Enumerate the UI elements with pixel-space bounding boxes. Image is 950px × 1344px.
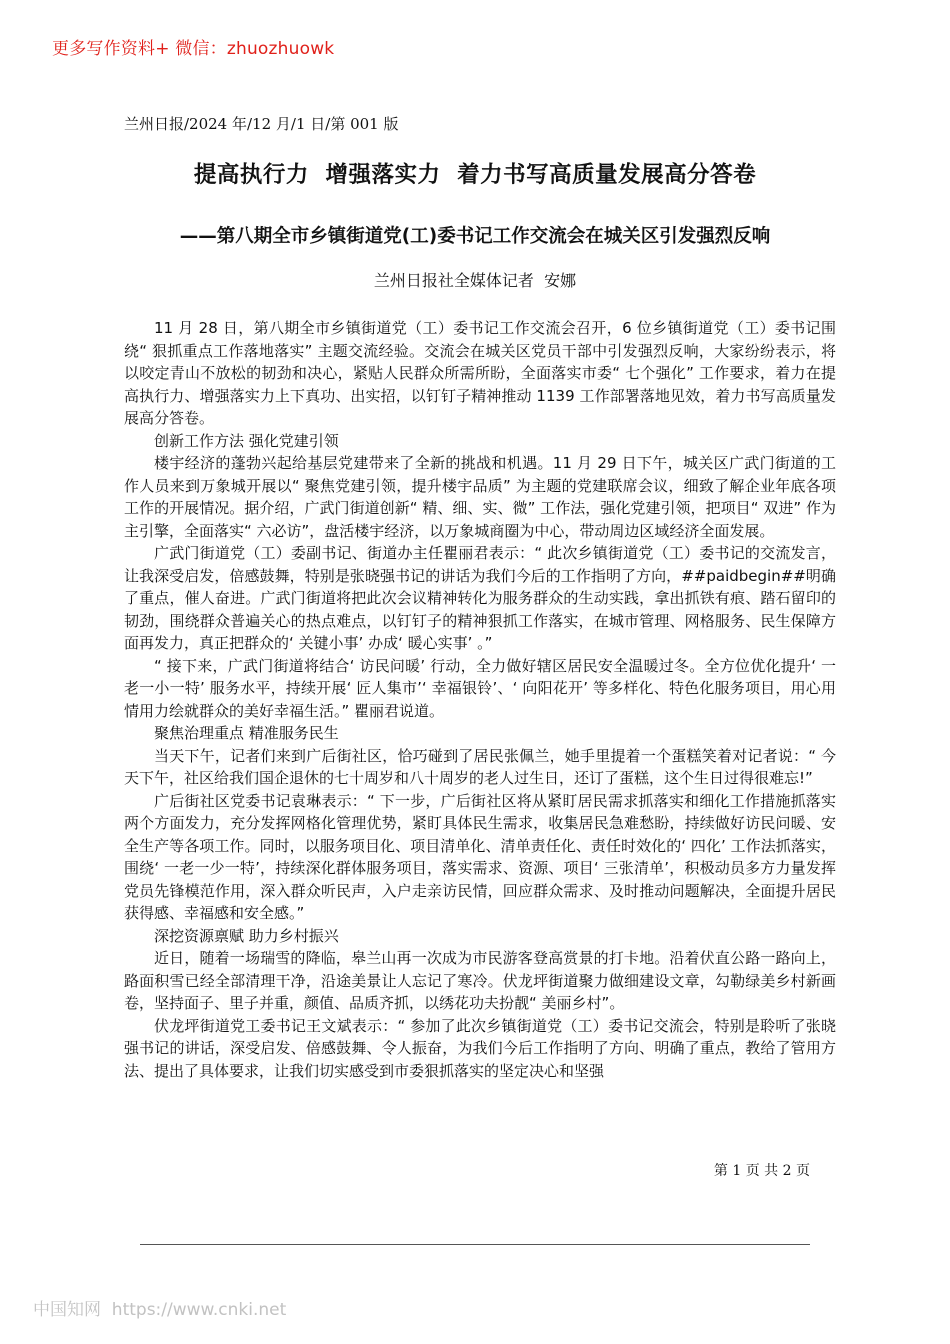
section-heading: 深挖资源禀赋 助力乡村振兴 <box>154 926 339 945</box>
footer-divider <box>140 1244 810 1245</box>
paragraph: “ 接下来，广武门街道将结合‘ 访民问暖’ 行动，全力做好辖区居民安全温暖过冬。全方位优化提升‘ 一老一小一特’ 服务水平，持续开展‘ 匠人集市’‘ 幸福银铃’、‘ 向阳花开’ 等多样化、特色化服务项目，用心用情用力绘就群众的美好幸福生活。” 瞿丽君说道。 <box>124 656 836 720</box>
cnki-watermark: 中国知网 https://www.cnki.net <box>33 1300 287 1320</box>
paragraph: 广武门街道党（工）委副书记、街道办主任瞿丽君表示：“ 此次乡镇街道党（工）委书记的交流发言，让我深受启发，倍感鼓舞，特别是张晓强书记的讲话为我们今后的工作指明了方向，##paidbegin##明确了重点，催人奋进。广武门街道将把此次会议精神转化为服务群众的生动实践，拿出抓铁有痕、踏石留印的韧劲，围绕群众普遍关心的热点难点，以钉钉子的精神狠抓工作落实，在城市管理、网格服务、民生保障方面再发力，真正把群众的‘ 关键小事’ 办成‘ 暖心实事’ 。” <box>124 544 836 652</box>
paragraph: 近日，随着一场瑞雪的降临，皋兰山再一次成为市民游客登高赏景的打卡地。沿着伏直公路一路向上，路面积雪已经全部清理干净，沿途美景让人忘记了寒冷。伏龙坪街道聚力做细建设文章，勾勒绿美乡村新画卷，坚持面子、里子并重，颜值、品质齐抓，以绣花功夫扮靓“ 美丽乡村”。 <box>124 949 836 1012</box>
paragraph: 广后街社区党委书记袁琳表示：“ 下一步，广后街社区将从紧盯居民需求抓落实和细化工作措施抓落实两个方面发力，充分发挥网格化管理优势，紧盯具体民生需求，收集居民急难愁盼，持续做好访民问暖、安全生产等各项工作。同时，以服务项目化、项目清单化、清单责任化、责任时效化的‘ 四化’ 工作法抓落实，围绕‘ 一老一少一特’，持续深化群体服务项目，落实需求、资源、项目‘ 三张清单’，积极动员多方力量发挥党员先锋模范作用，深入群众听民声，入户走亲访民情，回应群众需求、及时推动问题解决，全面提升居民获得感、幸福感和安全感。” <box>124 791 836 922</box>
section-heading: 创新工作方法 强化党建引领 <box>154 431 339 450</box>
paragraph: 当天下午，记者们来到广后街社区，恰巧碰到了居民张佩兰，她手里提着一个蛋糕笑着对记者说：“ 今天下午，社区给我们国企退休的七十周岁和八十周岁的老人过生日，还订了蛋糕，这个生日过得很难忘!” <box>124 746 836 787</box>
article-subtitle: ——第八期全市乡镇街道党(工)委书记工作交流会在城关区引发强烈反响 <box>179 226 771 247</box>
section-heading: 聚焦治理重点 精准服务民生 <box>154 724 339 742</box>
publication-source: 兰州日报/2024 年/12 月/1 日/第 001 版 <box>124 115 399 133</box>
paragraph: 伏龙坪街道党工委书记王文斌表示：“ 参加了此次乡镇街道党（工）委书记交流会，特别是聆听了张晓强书记的讲话，深受启发、倍感鼓舞、令人振奋，为我们今后工作指明了方向、明确了重点，教给了管用方法、提出了具体要求，让我们切实感受到市委狠抓落实的坚定决心和坚强 <box>124 1016 836 1080</box>
article-body <box>124 317 836 1082</box>
article-title: 提高执行力 增强落实力 着力书写高质量发展高分答卷 <box>193 162 757 188</box>
paragraph: 11 月 28 日，第八期全市乡镇街道党（工）委书记工作交流会召开，6 位乡镇街道党（工）委书记围绕“ 狠抓重点工作落地落实” 主题交流经验。交流会在城关区党员干部中引发强烈反响，大家纷纷表示，将以咬定青山不放松的韧劲和决心，紧贴人民群众所需所盼，全面落实市委“ 七个强化” 工作要求，着力在提高执行力、增强落实力上下真功、出实招，以钉钉子精神推动 1139 工作部署落地见效，着力书写高质量发展高分答卷。 <box>124 319 836 427</box>
page-number: 第 1 页 共 2 页 <box>713 1163 810 1179</box>
promo-link[interactable]: 更多写作资料+ 微信：zhuozhuowk <box>52 39 335 59</box>
paragraph: 楼宇经济的蓬勃兴起给基层党建带来了全新的挑战和机遇。11 月 29 日下午，城关区广武门街道的工作人员来到万象城开展以“ 聚焦党建引领，提升楼宇品质” 为主题的党建联席会议，细致了解企业年底各项工作的开展情况。据介绍，广武门街道创新“ 精、细、实、微” 工作法，强化党建引领，把项目“ 双进” 作为主引擎，全面落实“ 六必访”，盘活楼宇经济，以万象城商圈为中心，带动周边区域经济全面发展。 <box>124 454 836 540</box>
byline: 兰州日报社全媒体记者 安娜 <box>373 271 577 290</box>
